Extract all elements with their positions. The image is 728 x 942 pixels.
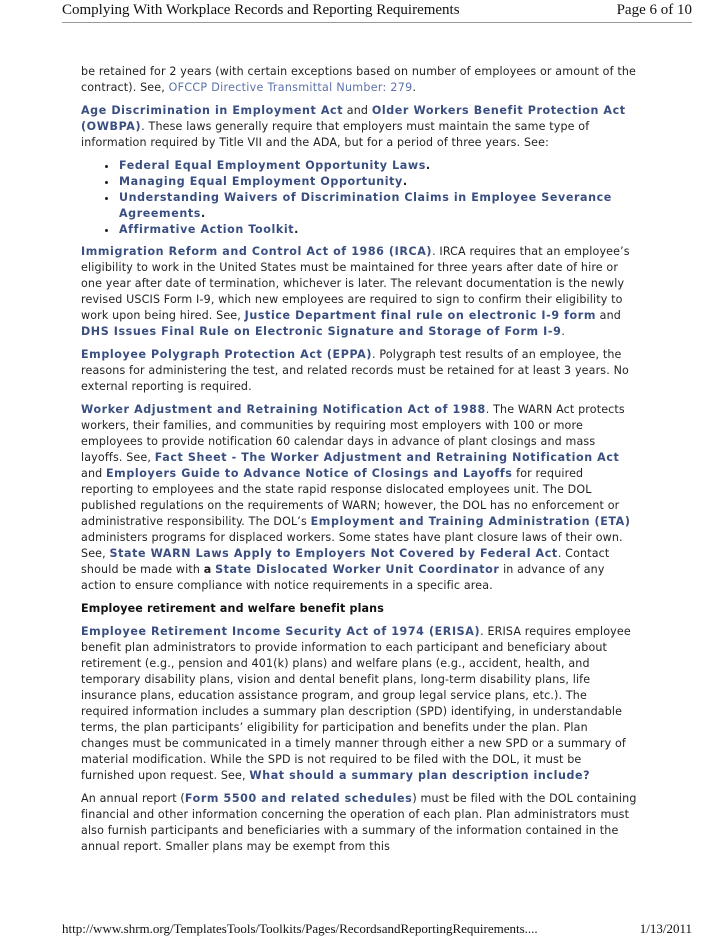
paragraph-warn xyxy=(81,402,637,594)
link-affirmative-action[interactable]: Affirmative Action Toolkit xyxy=(119,223,295,236)
link-warn-fact-sheet[interactable]: Fact Sheet - The Worker Adjustment and Retraining Notification Act xyxy=(154,451,620,464)
link-employers-guide[interactable]: Employers Guide to Advance Notice of Closings and Layoffs xyxy=(106,467,513,480)
footer-date: 1/13/2011 xyxy=(639,921,692,936)
link-eppa[interactable]: Employee Polygraph Protection Act (EPPA) xyxy=(81,348,373,361)
text: . ERISA requires employee benefit plan administrators to provide information to each participant and beneficiary about retirement (e.g., pension and 401(k) plans) and welfare plans (e.g., accident, health, and temporary disability plans, vision and dental benefit plans, long-term disability plans, life insurance plans, education assistance program, and group legal service plans, etc.). The required information includes a summary plan description (SPD) identifying, in understandable terms, the plan participants’ eligibility for participation and benefits under the plan. Plan changes must be communicated in a timely manner through either a new SPD or a summary of material modification. While the SPD is not required to be filed with the DOL, it must be furnished upon request. See, xyxy=(81,625,631,782)
link-justice-i9[interactable]: Justice Department final rule on electronic I-9 form xyxy=(244,309,596,322)
paragraph-annual-report xyxy=(81,791,637,855)
link-erisa[interactable]: Employee Retirement Income Security Act of 1974 (ERISA) xyxy=(81,625,481,638)
link-waivers[interactable]: Understanding Waivers of Discrimination Claims in Employee Severance Agreements xyxy=(119,191,612,220)
link-irca[interactable]: Immigration Reform and Control Act of 1986 (IRCA) xyxy=(81,245,433,258)
link-adea[interactable]: Age Discrimination in Employment Act xyxy=(81,104,344,117)
list-item: • Federal Equal Employment Opportunity Laws. xyxy=(118,158,637,174)
page-number: Page 6 of 10 xyxy=(616,2,692,18)
text: . These laws generally require that employers must maintain the same type of information required by Title VII and the ADA, but for a period of three years. See: xyxy=(81,120,590,149)
text: and xyxy=(596,309,621,322)
paragraph-eppa xyxy=(81,347,637,395)
section-heading: Employee retirement and welfare benefit plans xyxy=(81,602,384,615)
see-also-list xyxy=(81,158,637,238)
link-ofccp-directive[interactable]: OFCCP Directive Transmittal Number: 279 xyxy=(168,81,413,94)
link-form-5500[interactable]: Form 5500 and related schedules xyxy=(184,792,413,805)
text: . IRCA requires that an employee’s eligibility to work in the United States must be maintained for three years after date of hire or one year after date of termination, whichever is later. The relevant documentation is the newly revised USCIS Form I-9, which new employees are required to sign to confirm their eligibility to work upon being hired. See, xyxy=(81,245,630,322)
document-title: Complying With Workplace Records and Reporting Requirements xyxy=(62,2,460,18)
link-owbpa[interactable]: Older Workers Benefit Protection Act (OWBPA) xyxy=(81,104,626,133)
text: . Polygraph test results of an employee, the reasons for administering the test, and related records must be retained for at least 3 years. No external reporting is required. xyxy=(81,348,629,393)
text: . xyxy=(412,81,417,94)
link-federal-eeo-laws[interactable]: Federal Equal Employment Opportunity Laws xyxy=(119,159,426,172)
text: for required reporting to employees and the state rapid response dislocated employees unit. The DOL published regulations on the requirements of WARN; however, the DOL has no enforcement or administrative responsibility. The DOL’s xyxy=(81,467,620,528)
text: . xyxy=(561,325,566,338)
text: . The WARN Act protects workers, their families, and communities by requiring most employers with 100 or more employees to provide notification 60 calendar days in advance of plant closings and mass layoffs. See, xyxy=(81,403,625,464)
link-managing-eeo[interactable]: Managing Equal Employment Opportunity xyxy=(119,175,403,188)
text: An annual report ( xyxy=(81,792,185,805)
text: . Contact should be made with xyxy=(81,547,610,576)
header-rule xyxy=(62,22,692,23)
link-warn-act[interactable]: Worker Adjustment and Retraining Notification Act of 1988 xyxy=(81,403,486,416)
list-item: • Understanding Waivers of Discrimination Claims in Employee Severance Agreements. xyxy=(118,190,637,222)
link-spd-include[interactable]: What should a summary plan description include? xyxy=(249,769,591,782)
text: administers programs for displaced workers. Some states have plant closure laws of their own. See, xyxy=(81,531,623,560)
page-header xyxy=(62,0,692,22)
list-item: • Managing Equal Employment Opportunity. xyxy=(118,174,637,190)
list-item: • Affirmative Action Toolkit. xyxy=(118,222,637,238)
paragraph-ofccp xyxy=(81,64,637,96)
footer-url: http://www.shrm.org/TemplatesTools/Toolkits/Pages/RecordsandReportingRequirements.... xyxy=(62,921,538,936)
text: a xyxy=(203,563,212,576)
text: ) must be filed with the DOL containing financial and other information concerning the operation of each plan. Plan administrators must also furnish participants and beneficiaries with a summary of the information contained in the annual report. Smaller plans may be exempt from this xyxy=(81,792,637,853)
text: in advance of any action to ensure compliance with notice requirements in a specific area. xyxy=(81,563,605,592)
text: and xyxy=(343,104,372,117)
text: be retained for 2 years (with certain exceptions based on number of employees or amount of the contract). See, xyxy=(81,65,636,94)
paragraph-irca xyxy=(81,244,637,340)
link-eta[interactable]: Employment and Training Administration (ETA) xyxy=(310,515,631,528)
paragraph-adea xyxy=(81,103,637,151)
link-dhs-i9[interactable]: DHS Issues Final Rule on Electronic Signature and Storage of Form I-9 xyxy=(81,325,562,338)
text: and xyxy=(81,467,106,480)
paragraph-erisa xyxy=(81,624,637,784)
link-state-dislocated-worker[interactable]: State Dislocated Worker Unit Coordinator xyxy=(215,563,500,576)
document-body xyxy=(81,64,637,862)
link-state-warn-laws[interactable]: State WARN Laws Apply to Employers Not Covered by Federal Act xyxy=(109,547,558,560)
